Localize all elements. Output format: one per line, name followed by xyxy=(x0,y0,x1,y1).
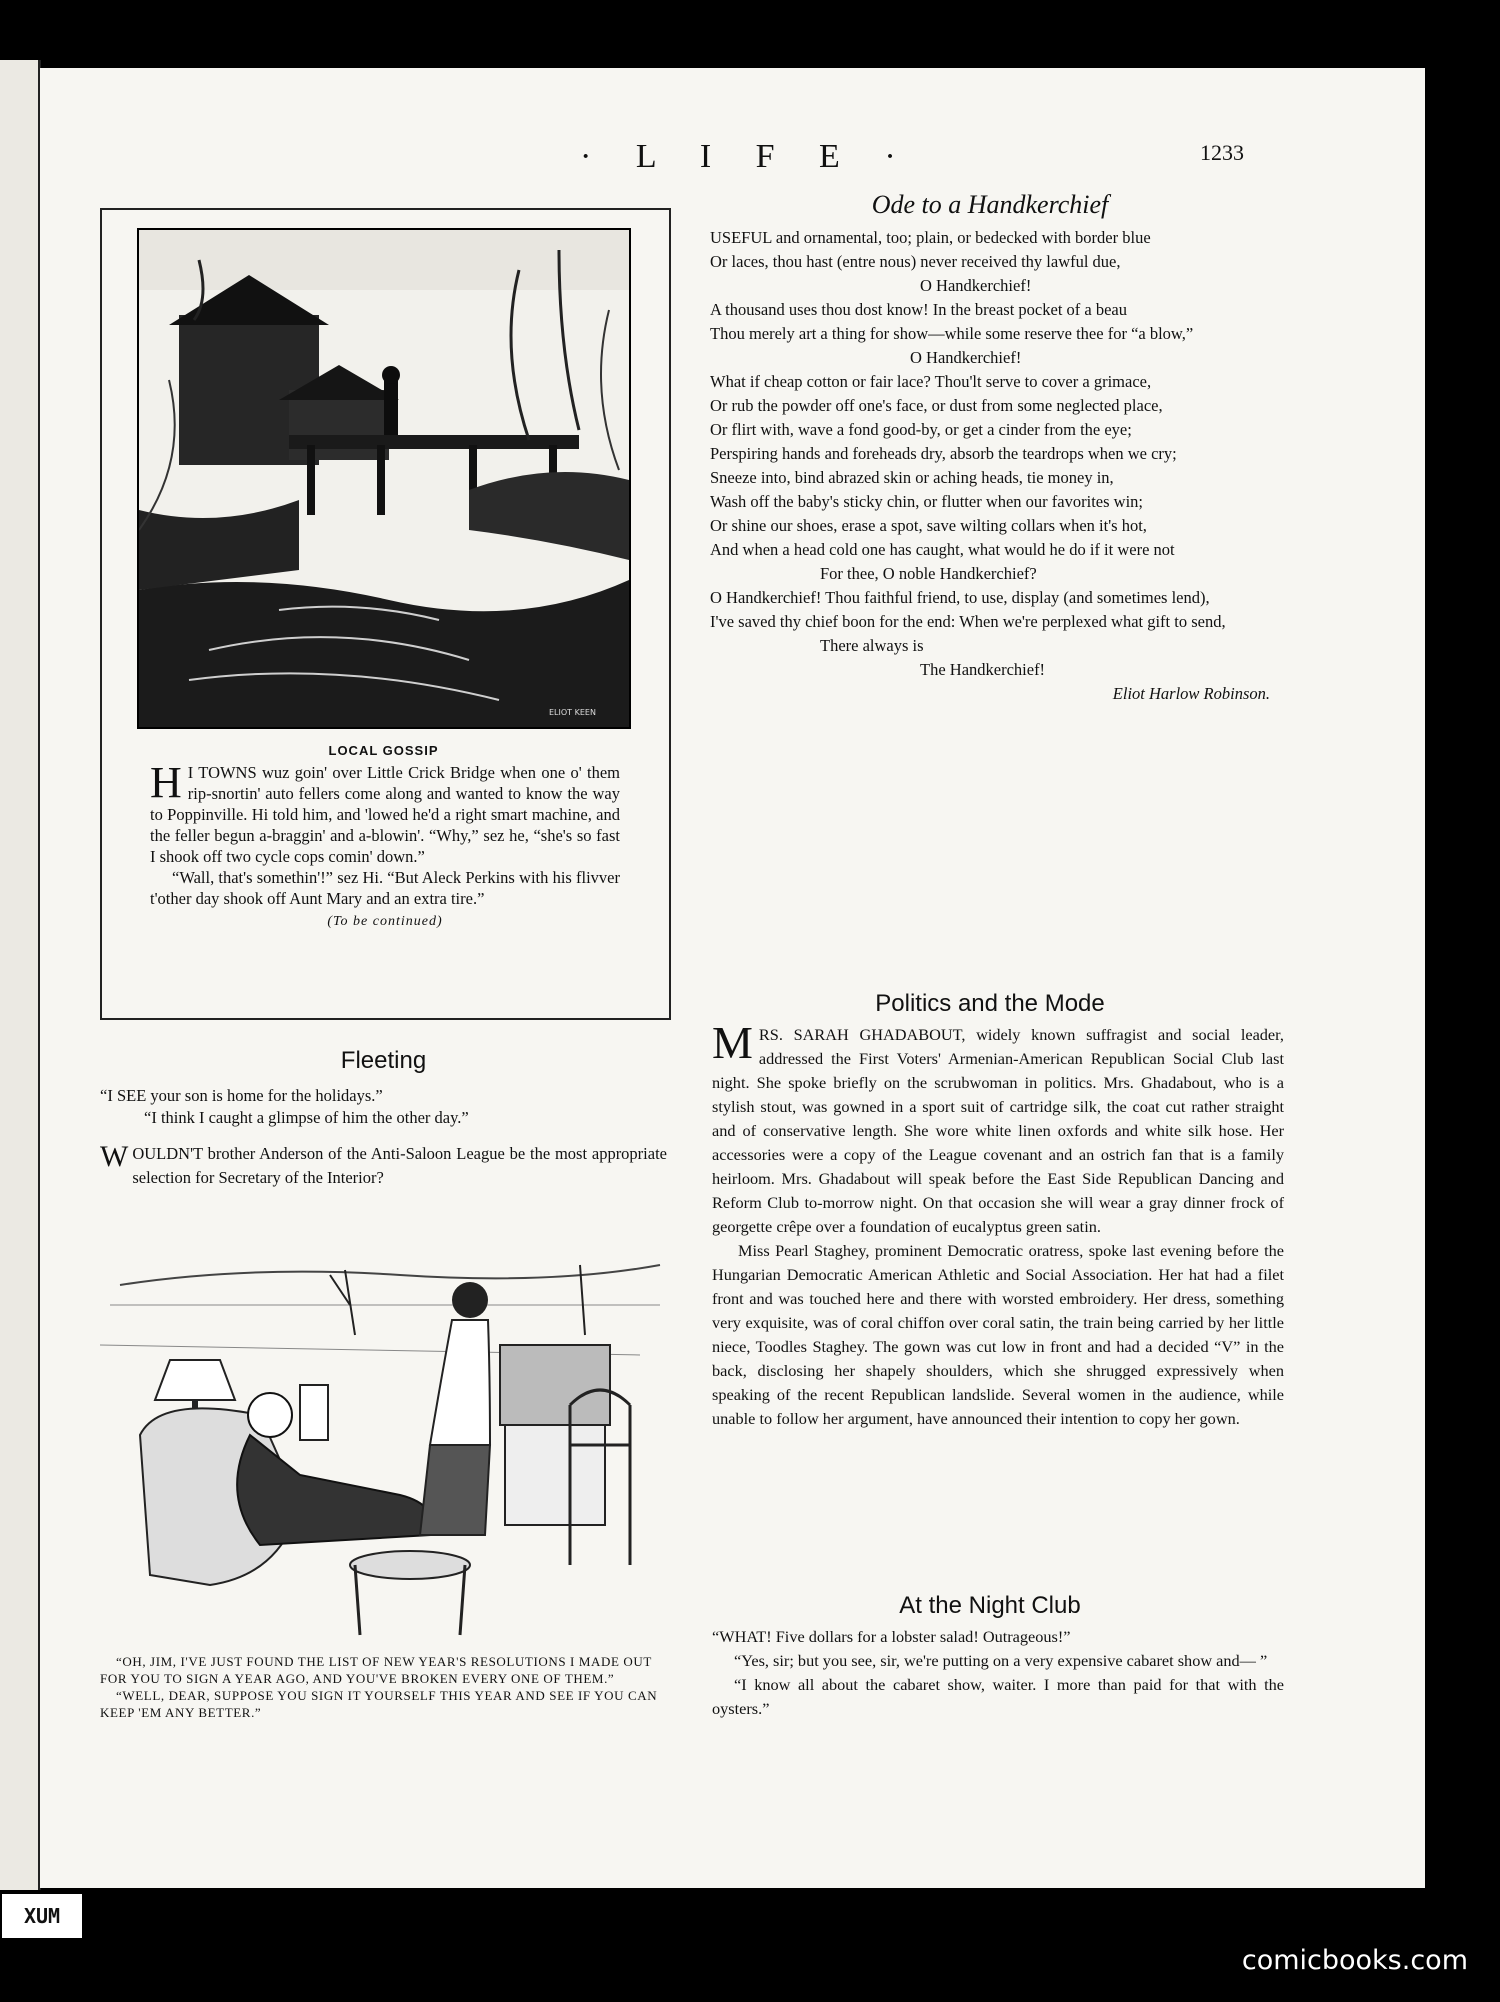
local-gossip-text xyxy=(150,758,620,932)
local-gossip-paragraph-2: “Wall, that's somethin'!” sez Hi. “But Aleck Perkins with his flivver t'other day shook off Aunt Mary and an extra tire.” xyxy=(150,868,620,908)
ode-line: Wash off the baby's sticky chin, or flutter when our favorites win; xyxy=(710,492,1143,511)
night-club-paragraph-1: “WHAT! Five dollars for a lobster salad! Outrageous!” xyxy=(712,1627,1071,1646)
ode-line: And when a head cold one has caught, what would he do if it were not xyxy=(710,540,1175,559)
ode-line: O Handkerchief! xyxy=(920,276,1032,295)
page-number: 1233 xyxy=(1200,140,1244,165)
living-room-cartoon xyxy=(100,1245,667,1645)
ode-line: The Handkerchief! xyxy=(920,660,1046,679)
politics-text xyxy=(712,1017,1284,1431)
drop-cap-h: H xyxy=(150,758,182,807)
ode-signature: Eliot Harlow Robinson. xyxy=(1112,684,1270,703)
ode-line: For thee, O noble Handkerchief? xyxy=(820,564,1037,583)
caption-line-1: “OH, JIM, I'VE JUST FOUND THE LIST OF NEW YEAR'S RESOLUTIONS I MADE OUT FOR YOU TO SIGN A YEAR AGO, AND YOU'VE BROKEN EVERY ONE OF THEM.” xyxy=(100,1654,652,1686)
anti-saloon-paragraph: WOULDN'T brother Anderson of the Anti-Saloon League be the most appropriate selection for Secretary of the Interior? xyxy=(100,1140,667,1187)
ode-line: Sneeze into, bind abrazed skin or aching heads, tie money in, xyxy=(710,468,1114,487)
artist-signature: ELIOT KEEN xyxy=(549,708,596,717)
drop-cap-w: W xyxy=(100,1140,129,1173)
fleeting-text xyxy=(100,1085,667,1129)
politics-paragraph-1: MRS. SARAH GHADABOUT, widely known suffragist and social leader, addressed the First Voters' Armenian-American Republican Social Club last night. She spoke briefly on the scrubwoman in politics. Mrs. Ghadabout, who is a stylish stout, was gowned in a sport suit of cartridge silk, the coat cut rather straight and of conservative length. She wore white linen oxfords and white silk hose. Her accessories were a copy of the League covenant and an ostrich fan that is a family heirloom. Mrs. Ghadabout will speak before the East Side Republican Dancing and Reform Club to-morrow night. On that occasion she will wear a gray dinner frock of georgette crêpe over a foundation of eucalyptus green satin. xyxy=(712,1017,1284,1236)
ode-line: O Handkerchief! xyxy=(910,348,1022,367)
ode-line: I've saved thy chief boon for the end: When we're perplexed what gift to send, xyxy=(710,612,1226,631)
to-be-continued: (To be continued) xyxy=(327,914,443,929)
drop-cap-m: M xyxy=(712,1017,753,1068)
caption-line-2: “WELL, DEAR, SUPPOSE YOU SIGN IT YOURSELF THIS YEAR AND SEE IF YOU CAN KEEP 'EM ANY BETTER.” xyxy=(100,1688,658,1720)
ode-line: O Handkerchief! Thou faithful friend, to use, display (and sometimes lend), xyxy=(710,588,1210,607)
local-gossip-title: LOCAL GOSSIP xyxy=(328,743,439,758)
xum-stamp: XUM xyxy=(0,1892,84,1940)
politics-paragraph-2: Miss Pearl Staghey, prominent Democratic oratress, spoke last evening before the Hungarian Democratic American Athletic and Social Association. Her hat had a filet front and was touched here and there with worsted embroidery. Her dress, something very exquisite, was of coral chiffon over coral satin, the train being carried by her little niece, Toodles Staghey. The gown was cut low in front and had a decided “V” in the back, disclosing her shapely shoulders, which she shrugged expressively when speaking of the recent Republican landslide. Several women in the audience, while unable to follow her argument, have announced their intention to copy her gown. xyxy=(712,1241,1284,1428)
cartoon-caption xyxy=(100,1653,667,1721)
left-page-edge xyxy=(0,60,41,1890)
ode-title: Ode to a Handkerchief xyxy=(871,190,1109,219)
ode-line: There always is xyxy=(820,636,924,655)
ode-poem xyxy=(710,226,1280,706)
ode-line: Or laces, thou hast (entre nous) never received thy lawful due, xyxy=(710,252,1121,271)
night-club-title: At the Night Club xyxy=(899,1592,1081,1619)
night-club-text xyxy=(712,1625,1284,1721)
fleeting-line-1: “I SEE your son is home for the holidays.” xyxy=(100,1086,383,1105)
ode-line: What if cheap cotton or fair lace? Thou'lt serve to cover a grimace, xyxy=(710,372,1152,391)
fleeting-line-2: “I think I caught a glimpse of him the other day.” xyxy=(144,1108,469,1127)
ode-line: Or rub the powder off one's face, or dust from some neglected place, xyxy=(710,396,1163,415)
ode-line: Perspiring hands and foreheads dry, absorb the teardrops when we cry; xyxy=(710,444,1177,463)
ode-line: Thou merely art a thing for show—while some reserve thee for “a blow,” xyxy=(710,324,1194,343)
ode-line: USEFUL and ornamental, too; plain, or bedecked with border blue xyxy=(710,228,1151,247)
night-club-paragraph-2: “Yes, sir; but you see, sir, we're putting on a very expensive cabaret show and— ” xyxy=(734,1651,1268,1670)
night-club-paragraph-3: “I know all about the cabaret show, waiter. I more than paid for that with the oysters.” xyxy=(712,1675,1284,1718)
ode-line: A thousand uses thou dost know! In the breast pocket of a beau xyxy=(710,300,1127,319)
ode-line: Or flirt with, wave a fond good-by, or get a cinder from the eye; xyxy=(710,420,1132,439)
fleeting-title: Fleeting xyxy=(340,1047,427,1074)
local-gossip-paragraph-1: H I TOWNS wuz goin' over Little Crick Bridge when one o' them rip-snortin' auto fellers come along and wanted to know the way to Poppinville. Hi told him, and 'lowed he'd a right smart machine, and the feller begun a-braggin' and a-blowin'. “Why,” sez he, “she's so fast I shook off two cycle cops comin' down.” xyxy=(150,758,620,866)
ode-line: Or shine our shoes, erase a spot, save wilting collars when it's hot, xyxy=(710,516,1147,535)
mill-bridge-illustration xyxy=(137,228,631,729)
politics-title: Politics and the Mode xyxy=(875,990,1105,1017)
watermark: comicbooks.com xyxy=(1241,1945,1468,1976)
masthead: · L I F E · xyxy=(580,138,914,175)
